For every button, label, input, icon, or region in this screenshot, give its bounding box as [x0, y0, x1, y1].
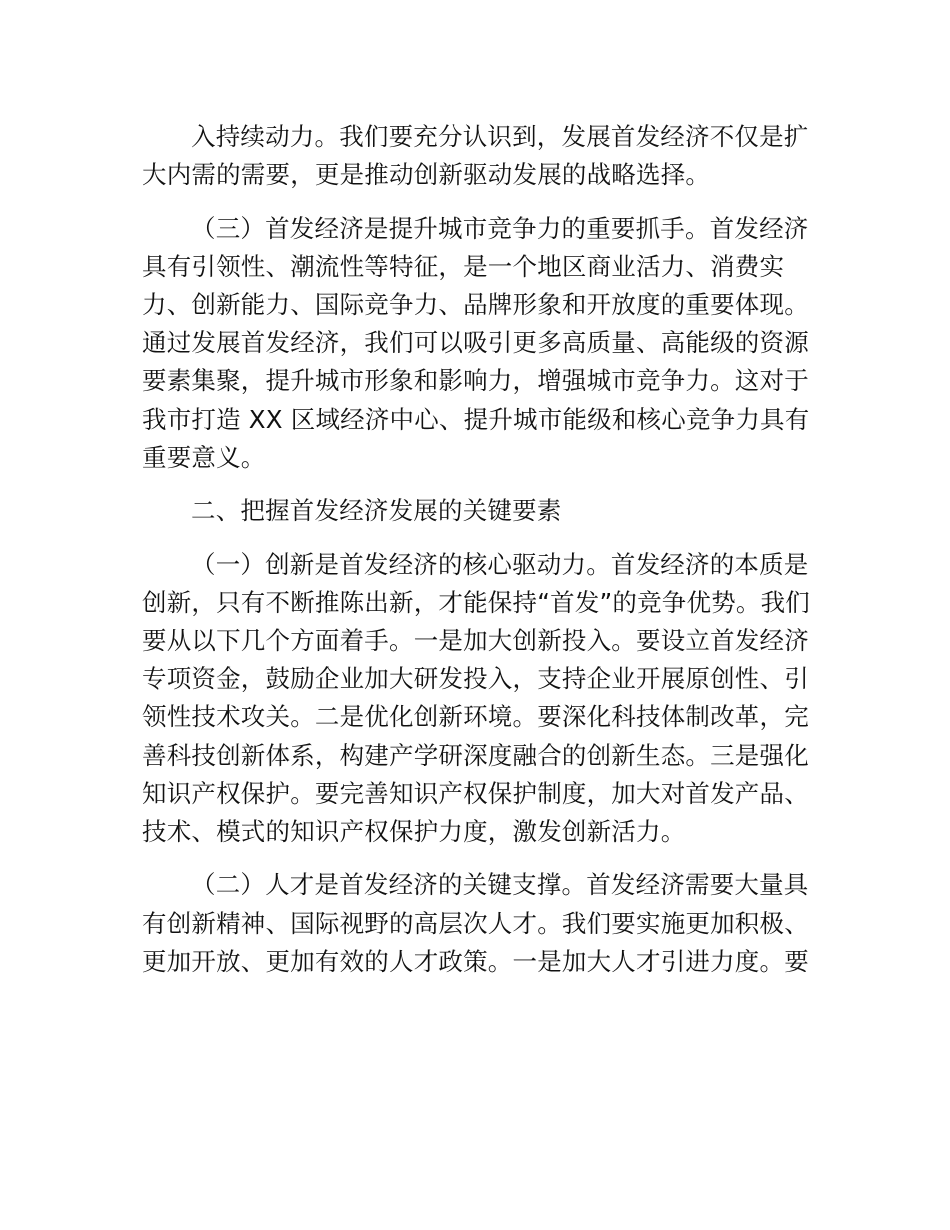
- paragraph-section-1-3: （三）首发经济是提升城市竞争力的重要抓手。首发经济具有引领性、潮流性等特征，是一个地区商业活力、消费实力、创新能力、国际竞争力、品牌形象和开放度的重要体现。通过发展首发经济，我们可以吸引更多高质量、高能级的资源要素集聚，提升城市形象和影响力，增强城市竞争力。这对于我市打造 XX 区域经济中心、提升城市能级和核心竞争力具有重要意义。: [142, 213, 810, 472]
- paragraph-section-2-1: （一）创新是首发经济的核心驱动力。首发经济的本质是创新，只有不断推陈出新，才能保持“首发”的竞争优势。我们要从以下几个方面着手。一是加大创新投入。要设立首发经济专项资金，鼓励企业加大研发投入，支持企业开展原创性、引领性技术攻关。二是优化创新环境。要深化科技体制改革，完善科技创新体系，构建产学研深度融合的创新生态。三是强化知识产权保护。要完善知识产权保护制度，加大对首发产品、技术、模式的知识产权保护力度，激发创新活力。: [142, 549, 810, 847]
- document-page: [142, 118, 832, 981]
- paragraph-continuation: 入持续动力。我们要充分认识到，发展首发经济不仅是扩大内需的需要，更是推动创新驱动发展的战略选择。: [142, 122, 809, 190]
- section-heading: 二、把握首发经济发展的关键要素: [191, 496, 562, 526]
- paragraph-section-2-2: （二）人才是首发经济的关键支撑。首发经济需要大量具有创新精神、国际视野的高层次人才。我们要实施更加积极、更加开放、更加有效的人才政策。一是加大人才引进力度。要: [142, 870, 809, 976]
